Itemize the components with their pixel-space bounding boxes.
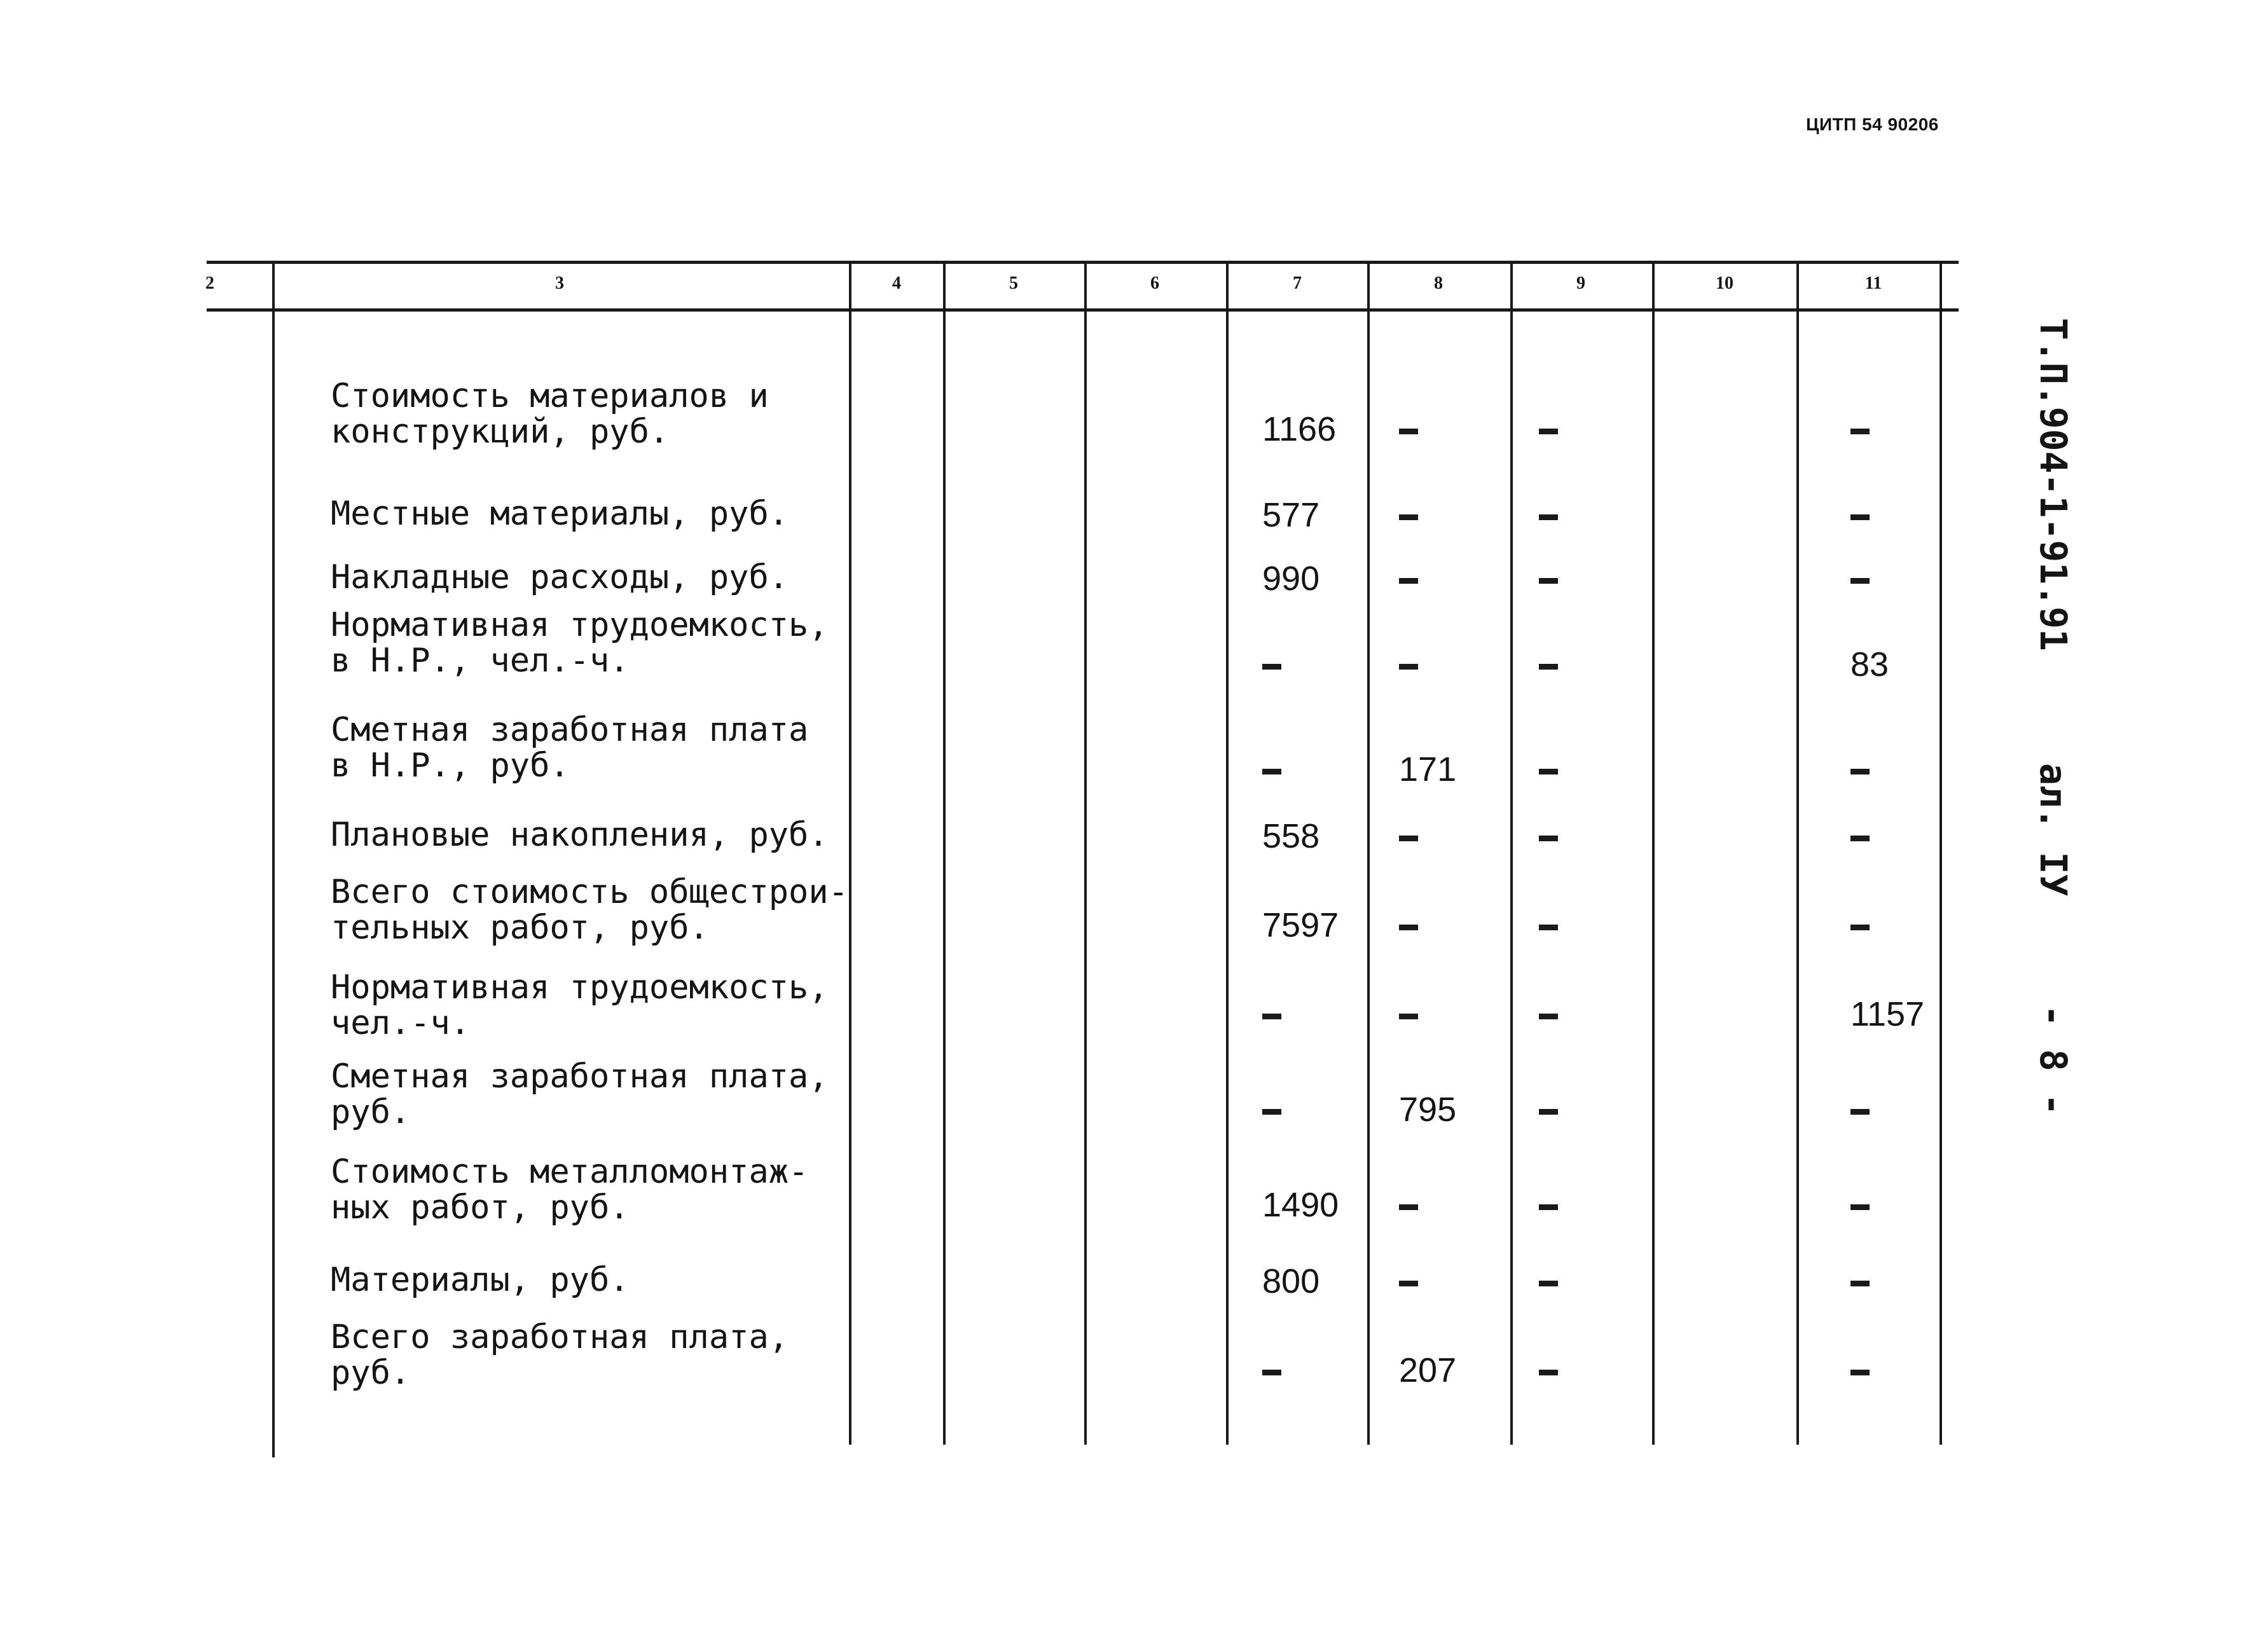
dash-mark xyxy=(1262,1370,1281,1375)
table-cell-col9 xyxy=(1539,496,1558,534)
column-header: 3 xyxy=(555,273,564,293)
table-cell-col8 xyxy=(1399,817,1418,855)
column-rule xyxy=(1796,262,1799,1445)
column-rule xyxy=(849,262,851,1445)
table-cell-col11 xyxy=(1850,750,1870,788)
table-cell-col7 xyxy=(1262,1351,1281,1389)
dash-mark xyxy=(1850,836,1870,841)
dash-mark xyxy=(1262,1109,1281,1115)
dash-mark xyxy=(1399,1204,1418,1210)
table-cell-col7 xyxy=(1262,750,1281,788)
column-rule xyxy=(1652,262,1655,1445)
dash-mark xyxy=(1539,1014,1558,1019)
table-cell-col7: 7597 xyxy=(1262,906,1339,944)
side-document-code: Т.П.904-1-91.91 xyxy=(2032,318,2075,651)
table-cell-col11 xyxy=(1850,1186,1870,1224)
row-label: Стоимость металломонтаж- ных работ, руб. xyxy=(331,1153,809,1227)
dash-mark xyxy=(1539,514,1558,520)
dash-mark xyxy=(1399,1014,1418,1019)
table-cell-col8: 795 xyxy=(1399,1091,1457,1129)
table-cell-col9 xyxy=(1539,817,1558,855)
table-cell-col9 xyxy=(1539,560,1558,598)
table-cell-col11 xyxy=(1850,560,1870,598)
table-cell-col7: 558 xyxy=(1262,817,1320,855)
dash-mark xyxy=(1399,925,1418,930)
table-cell-col8 xyxy=(1399,1186,1418,1224)
table-cell-col11 xyxy=(1850,1351,1870,1389)
table-cell-col11: 1157 xyxy=(1850,995,1925,1033)
table-cell-col7: 1490 xyxy=(1262,1186,1339,1224)
row-label: Нормативная трудоемкость, в Н.Р., чел.-ч. xyxy=(331,606,829,680)
table-cell-col9 xyxy=(1539,906,1558,944)
column-rule xyxy=(272,262,275,1457)
table-cell-col7: 990 xyxy=(1262,560,1320,598)
dash-mark xyxy=(1262,769,1281,774)
column-rule xyxy=(1226,262,1229,1445)
table-cell-col7: 1166 xyxy=(1262,410,1337,448)
table-cell-col9 xyxy=(1539,995,1558,1033)
table-cell-col9 xyxy=(1539,750,1558,788)
column-header: 8 xyxy=(1434,273,1443,293)
dash-mark xyxy=(1399,578,1418,584)
dash-mark xyxy=(1399,429,1418,434)
dash-mark xyxy=(1850,578,1870,584)
table-cell-col8 xyxy=(1399,906,1418,944)
row-label: Местные материалы, руб. xyxy=(331,495,789,533)
table-cell-col7 xyxy=(1262,1091,1281,1129)
table-cell-col11 xyxy=(1850,906,1870,944)
dash-mark xyxy=(1399,1281,1418,1286)
dash-mark xyxy=(1539,769,1558,774)
table-cell-col9 xyxy=(1539,1186,1558,1224)
dash-mark xyxy=(1850,769,1870,774)
column-rule xyxy=(1367,262,1370,1445)
dash-mark xyxy=(1539,1204,1558,1210)
column-header: 2 xyxy=(205,273,214,293)
column-header: 9 xyxy=(1576,273,1585,293)
table-cell-col7 xyxy=(1262,995,1281,1033)
side-page-number: - 8 - xyxy=(2032,1005,2075,1116)
column-rule xyxy=(1510,262,1513,1445)
table-cell-col11: 83 xyxy=(1850,645,1889,684)
table-cell-col9 xyxy=(1539,1351,1558,1389)
dash-mark xyxy=(1539,1281,1558,1286)
column-rule xyxy=(943,262,946,1445)
dash-mark xyxy=(1539,836,1558,841)
dash-mark xyxy=(1850,429,1870,434)
column-rule xyxy=(1084,262,1087,1445)
dash-mark xyxy=(1850,1281,1870,1286)
dash-mark xyxy=(1850,1370,1870,1375)
dash-mark xyxy=(1262,664,1281,670)
row-label: Сметная заработная плата в Н.Р., руб. xyxy=(331,711,809,785)
table-cell-col9 xyxy=(1539,1091,1558,1129)
table-cell-col8 xyxy=(1399,1262,1418,1300)
column-header: 5 xyxy=(1009,273,1018,293)
dash-mark xyxy=(1399,514,1418,520)
table-header-rule xyxy=(207,308,1959,312)
dash-mark xyxy=(1850,925,1870,930)
row-label: Материалы, руб. xyxy=(331,1261,630,1299)
side-sheet-label: ал. IУ xyxy=(2032,763,2075,897)
dash-mark xyxy=(1262,1014,1281,1019)
dash-mark xyxy=(1850,514,1870,520)
column-header: 10 xyxy=(1716,273,1733,293)
table-cell-col8 xyxy=(1399,645,1418,684)
table-top-rule xyxy=(207,261,1959,264)
table-cell-col8 xyxy=(1399,410,1418,448)
table-cell-col9 xyxy=(1539,645,1558,684)
table-cell-col9 xyxy=(1539,410,1558,448)
row-label: Нормативная трудоемкость, чел.-ч. xyxy=(331,968,829,1042)
table-cell-col11 xyxy=(1850,1091,1870,1129)
table-cell-col9 xyxy=(1539,1262,1558,1300)
table-cell-col8 xyxy=(1399,995,1418,1033)
table-cell-col7: 577 xyxy=(1262,496,1320,534)
table-cell-col11 xyxy=(1850,1262,1870,1300)
dash-mark xyxy=(1539,1370,1558,1375)
document-stamp: ЦИТП 54 90206 xyxy=(1806,114,1939,134)
row-label: Сметная заработная плата, руб. xyxy=(331,1057,829,1131)
dash-mark xyxy=(1850,1204,1870,1210)
dash-mark xyxy=(1399,664,1418,670)
table-cell-col8 xyxy=(1399,496,1418,534)
row-label: Всего заработная плата, руб. xyxy=(331,1318,789,1392)
dash-mark xyxy=(1539,1109,1558,1115)
dash-mark xyxy=(1850,1109,1870,1115)
dash-mark xyxy=(1539,925,1558,930)
dash-mark xyxy=(1399,836,1418,841)
dash-mark xyxy=(1539,578,1558,584)
table-cell-col11 xyxy=(1850,410,1870,448)
table-cell-col11 xyxy=(1850,817,1870,855)
dash-mark xyxy=(1539,429,1558,434)
column-header: 6 xyxy=(1150,273,1159,293)
table-cell-col8: 171 xyxy=(1399,750,1457,788)
row-label: Плановые накопления, руб. xyxy=(331,816,829,854)
column-header: 11 xyxy=(1864,273,1882,293)
row-label: Всего стоимость общестрои- тельных работ, руб. xyxy=(331,873,848,947)
dash-mark xyxy=(1539,664,1558,670)
row-label: Стоимость материалов и конструкций, руб. xyxy=(331,377,769,451)
column-header: 7 xyxy=(1293,273,1302,293)
table-cell-col11 xyxy=(1850,496,1870,534)
row-label: Накладные расходы, руб. xyxy=(331,558,789,596)
table-cell-col8 xyxy=(1399,560,1418,598)
column-rule xyxy=(1940,262,1942,1445)
table-cell-col7: 800 xyxy=(1262,1262,1320,1300)
table-cell-col7 xyxy=(1262,645,1281,684)
table-cell-col8: 207 xyxy=(1399,1351,1457,1389)
column-header: 4 xyxy=(892,273,901,293)
